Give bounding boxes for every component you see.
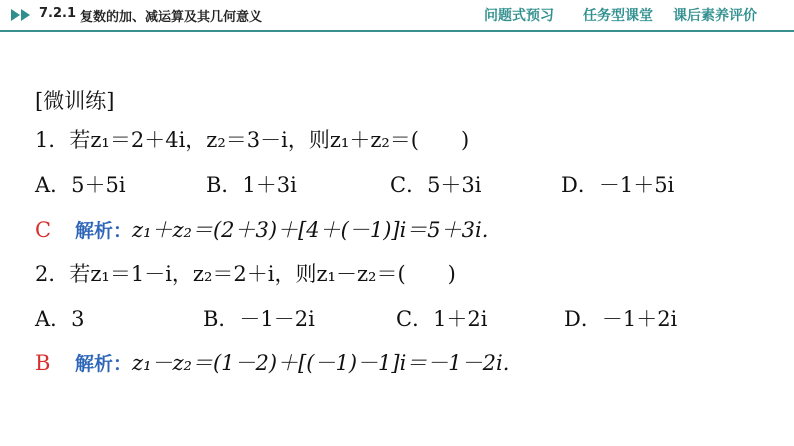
question-1-analysis: z₁＋z₂＝(2＋3)＋[4＋(－1)]i＝5＋3i. — [132, 218, 489, 242]
question-2-answer: B — [35, 351, 51, 375]
question-2-answer-line — [35, 350, 509, 377]
question-1-stem: 1．若z₁＝2＋4i，z₂＝3－i，则z₁＋z₂＝( ) — [35, 128, 470, 152]
question-2-option-d: D．－1＋2i — [564, 307, 678, 331]
lesson-title: 复数的加、减运算及其几何意义 — [80, 10, 263, 25]
question-2-option-a: A．3 — [35, 307, 85, 331]
question-2-analysis: z₁－z₂＝(1－2)＋[(－1)－1]i＝－1－2i. — [132, 351, 510, 375]
lesson-code: 7.2.1 — [39, 6, 77, 21]
question-1-analysis-label: 解析： — [75, 220, 133, 242]
nav-preview[interactable]: 问题式预习 — [484, 8, 554, 24]
question-2-option-b: B．－1－2i — [203, 307, 315, 331]
question-1-option-a: A．5＋5i — [35, 173, 126, 197]
question-1-option-c: C．5＋3i — [390, 173, 482, 197]
nav-evaluation[interactable]: 课后素养评价 — [673, 8, 757, 24]
question-1-answer: C — [35, 218, 52, 242]
exercise-title: [微训练] — [35, 89, 115, 113]
nav-classroom[interactable]: 任务型课堂 — [583, 8, 653, 24]
question-2-option-c: C．1＋2i — [396, 307, 488, 331]
question-1-option-b: B．1＋3i — [206, 173, 297, 197]
question-1-answer-line — [35, 217, 488, 244]
question-2-analysis-label: 解析： — [75, 353, 133, 375]
question-2-stem: 2．若z₁＝1－i，z₂＝2＋i，则z₁－z₂＝( ) — [35, 262, 456, 286]
question-1-option-d: D．－1＋5i — [561, 173, 675, 197]
